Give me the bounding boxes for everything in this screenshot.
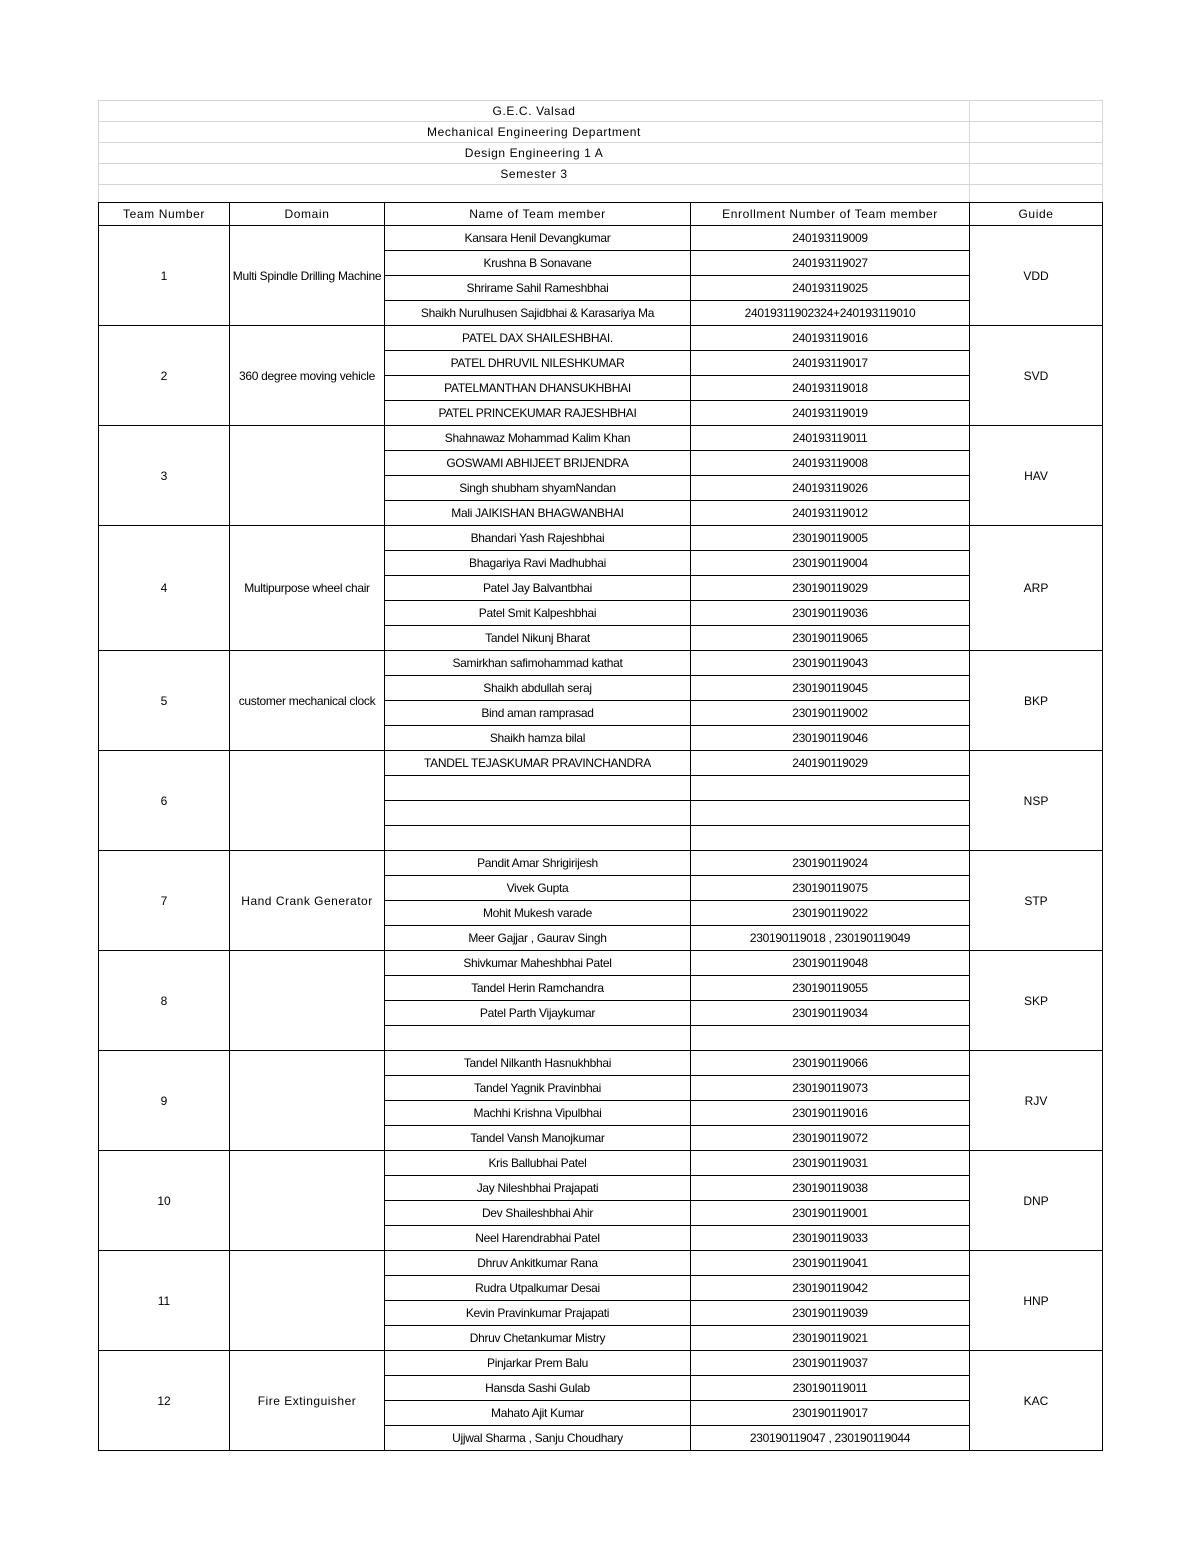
spacer-row [99, 185, 1103, 203]
guide-cell: HAV [970, 426, 1103, 526]
enrollment-number-cell: 230190119038 [691, 1176, 970, 1201]
member-name-cell: Patel Parth Vijaykumar [385, 1001, 691, 1026]
member-name-cell: Mahato Ajit Kumar [385, 1401, 691, 1426]
enrollment-number-cell: 230190119029 [691, 576, 970, 601]
guide-cell: RJV [970, 1051, 1103, 1151]
enrollment-number-cell: 230190119004 [691, 551, 970, 576]
sheet-body [99, 101, 1103, 1451]
member-name-cell: TANDEL TEJASKUMAR PRAVINCHANDRA [385, 751, 691, 776]
enrollment-number-cell: 240193119009 [691, 226, 970, 251]
enrollment-number-cell: 240193119016 [691, 326, 970, 351]
member-row [99, 1251, 1103, 1276]
title-side-cell [970, 122, 1103, 143]
member-name-cell: Tandel Nilkanth Hasnukhbhai [385, 1051, 691, 1076]
member-name-cell: Jay Nileshbhai Prajapati [385, 1176, 691, 1201]
domain-cell [230, 751, 385, 851]
enrollment-number-cell: 240193119012 [691, 501, 970, 526]
member-name-cell: Patel Jay Balvantbhai [385, 576, 691, 601]
member-name-cell: Tandel Nikunj Bharat [385, 626, 691, 651]
member-name-cell: Shivkumar Maheshbhai Patel [385, 951, 691, 976]
domain-cell [230, 1051, 385, 1151]
domain-cell: Hand Crank Generator [230, 851, 385, 951]
enrollment-number-cell: 230190119047 , 230190119044 [691, 1426, 970, 1451]
team-allocation-sheet [98, 100, 1103, 1451]
member-row [99, 426, 1103, 451]
header-guide: Guide [970, 203, 1103, 226]
header-row [99, 203, 1103, 226]
enrollment-number-cell: 230190119024 [691, 851, 970, 876]
domain-cell: Multi Spindle Drilling Machine [230, 226, 385, 326]
enrollment-number-cell: 230190119042 [691, 1276, 970, 1301]
member-name-cell: Meer Gajjar , Gaurav Singh [385, 926, 691, 951]
enrollment-number-cell: 240193119008 [691, 451, 970, 476]
member-name-cell: Kevin Pravinkumar Prajapati [385, 1301, 691, 1326]
member-name-cell: PATEL DHRUVIL NILESHKUMAR [385, 351, 691, 376]
member-name-cell: Bhagariya Ravi Madhubhai [385, 551, 691, 576]
enrollment-number-cell: 230190119022 [691, 901, 970, 926]
team-number-cell: 8 [99, 951, 230, 1051]
team-number-cell: 11 [99, 1251, 230, 1351]
guide-cell: SVD [970, 326, 1103, 426]
enrollment-number-cell: 230190119005 [691, 526, 970, 551]
team-number-cell: 7 [99, 851, 230, 951]
header-team-number: Team Number [99, 203, 230, 226]
enrollment-number-cell: 230190119001 [691, 1201, 970, 1226]
title-row [99, 164, 1103, 185]
member-name-cell: PATEL PRINCEKUMAR RAJESHBHAI [385, 401, 691, 426]
team-number-cell: 1 [99, 226, 230, 326]
domain-cell: Fire Extinguisher [230, 1351, 385, 1451]
enrollment-number-cell: 230190119066 [691, 1051, 970, 1076]
team-number-cell: 2 [99, 326, 230, 426]
member-name-cell [385, 826, 691, 851]
member-name-cell: Dhruv Ankitkumar Rana [385, 1251, 691, 1276]
member-name-cell: Shaikh Nurulhusen Sajidbhai & Karasariya Ma [385, 301, 691, 326]
guide-cell: BKP [970, 651, 1103, 751]
enrollment-number-cell [691, 801, 970, 826]
enrollment-number-cell: 240193119026 [691, 476, 970, 501]
team-number-cell: 5 [99, 651, 230, 751]
guide-cell: NSP [970, 751, 1103, 851]
member-row [99, 226, 1103, 251]
enrollment-number-cell [691, 1026, 970, 1051]
member-row [99, 1051, 1103, 1076]
member-name-cell: Tandel Yagnik Pravinbhai [385, 1076, 691, 1101]
member-name-cell: Machhi Krishna Vipulbhai [385, 1101, 691, 1126]
enrollment-number-cell: 230190119073 [691, 1076, 970, 1101]
member-name-cell: Krushna B Sonavane [385, 251, 691, 276]
member-name-cell: Neel Harendrabhai Patel [385, 1226, 691, 1251]
enrollment-number-cell: 240193119011 [691, 426, 970, 451]
enrollment-number-cell: 230190119048 [691, 951, 970, 976]
member-row [99, 326, 1103, 351]
guide-cell: HNP [970, 1251, 1103, 1351]
subject-name: Design Engineering 1 A [99, 143, 970, 164]
member-name-cell: Singh shubham shyamNandan [385, 476, 691, 501]
enrollment-number-cell: 240190119029 [691, 751, 970, 776]
member-name-cell: Mali JAIKISHAN BHAGWANBHAI [385, 501, 691, 526]
member-name-cell: Tandel Vansh Manojkumar [385, 1126, 691, 1151]
enrollment-number-cell: 230190119055 [691, 976, 970, 1001]
guide-cell: ARP [970, 526, 1103, 651]
domain-cell: 360 degree moving vehicle [230, 326, 385, 426]
title-side-cell [970, 164, 1103, 185]
member-row [99, 751, 1103, 776]
member-name-cell: Rudra Utpalkumar Desai [385, 1276, 691, 1301]
enrollment-number-cell: 230190119043 [691, 651, 970, 676]
member-name-cell: Bhandari Yash Rajeshbhai [385, 526, 691, 551]
member-name-cell: Hansda Sashi Gulab [385, 1376, 691, 1401]
member-name-cell: Kris Ballubhai Patel [385, 1151, 691, 1176]
header-domain: Domain [230, 203, 385, 226]
member-name-cell: Kansara Henil Devangkumar [385, 226, 691, 251]
member-row [99, 526, 1103, 551]
guide-cell: DNP [970, 1151, 1103, 1251]
member-name-cell: Vivek Gupta [385, 876, 691, 901]
member-name-cell: Pandit Amar Shrigirijesh [385, 851, 691, 876]
header-enrollment-number: Enrollment Number of Team member [691, 203, 970, 226]
title-side-cell [970, 101, 1103, 122]
enrollment-number-cell: 230190119017 [691, 1401, 970, 1426]
enrollment-number-cell: 230190119033 [691, 1226, 970, 1251]
domain-cell: Multipurpose wheel chair [230, 526, 385, 651]
enrollment-number-cell: 230190119031 [691, 1151, 970, 1176]
title-row [99, 122, 1103, 143]
enrollment-number-cell: 230190119065 [691, 626, 970, 651]
enrollment-number-cell [691, 776, 970, 801]
member-row [99, 951, 1103, 976]
enrollment-number-cell: 230190119036 [691, 601, 970, 626]
team-number-cell: 10 [99, 1151, 230, 1251]
member-name-cell: Bind aman ramprasad [385, 701, 691, 726]
guide-cell: SKP [970, 951, 1103, 1051]
enrollment-number-cell: 240193119025 [691, 276, 970, 301]
title-row [99, 143, 1103, 164]
member-name-cell: Tandel Herin Ramchandra [385, 976, 691, 1001]
member-name-cell: Dev Shaileshbhai Ahir [385, 1201, 691, 1226]
team-number-cell: 9 [99, 1051, 230, 1151]
team-number-cell: 3 [99, 426, 230, 526]
guide-cell: VDD [970, 226, 1103, 326]
enrollment-number-cell: 24019311902324+240193119010 [691, 301, 970, 326]
team-number-cell: 4 [99, 526, 230, 651]
enrollment-number-cell: 230190119045 [691, 676, 970, 701]
member-row [99, 1151, 1103, 1176]
enrollment-number-cell: 230190119039 [691, 1301, 970, 1326]
team-number-cell: 12 [99, 1351, 230, 1451]
member-name-cell: Samirkhan safimohammad kathat [385, 651, 691, 676]
enrollment-number-cell: 230190119075 [691, 876, 970, 901]
member-row [99, 1351, 1103, 1376]
member-name-cell [385, 1026, 691, 1051]
member-name-cell: Pinjarkar Prem Balu [385, 1351, 691, 1376]
enrollment-number-cell: 230190119072 [691, 1126, 970, 1151]
member-name-cell: GOSWAMI ABHIJEET BRIJENDRA [385, 451, 691, 476]
enrollment-number-cell: 230190119041 [691, 1251, 970, 1276]
domain-cell [230, 426, 385, 526]
enrollment-number-cell: 230190119034 [691, 1001, 970, 1026]
domain-cell [230, 951, 385, 1051]
spacer-cell [970, 185, 1103, 203]
enrollment-number-cell: 230190119037 [691, 1351, 970, 1376]
enrollment-number-cell: 240193119017 [691, 351, 970, 376]
semester-label: Semester 3 [99, 164, 970, 185]
spacer-cell [99, 185, 970, 203]
domain-cell [230, 1251, 385, 1351]
enrollment-number-cell: 230190119016 [691, 1101, 970, 1126]
member-name-cell: Shrirame Sahil Rameshbhai [385, 276, 691, 301]
enrollment-number-cell: 230190119002 [691, 701, 970, 726]
member-name-cell [385, 776, 691, 801]
member-name-cell: PATEL DAX SHAILESHBHAI. [385, 326, 691, 351]
enrollment-number-cell [691, 826, 970, 851]
team-number-cell: 6 [99, 751, 230, 851]
member-row [99, 651, 1103, 676]
member-name-cell: Dhruv Chetankumar Mistry [385, 1326, 691, 1351]
member-name-cell: Shaikh abdullah seraj [385, 676, 691, 701]
title-row [99, 101, 1103, 122]
member-name-cell: Shahnawaz Mohammad Kalim Khan [385, 426, 691, 451]
enrollment-number-cell: 230190119011 [691, 1376, 970, 1401]
member-name-cell: Shaikh hamza bilal [385, 726, 691, 751]
domain-cell: customer mechanical clock [230, 651, 385, 751]
guide-cell: KAC [970, 1351, 1103, 1451]
enrollment-number-cell: 240193119027 [691, 251, 970, 276]
header-member-name: Name of Team member [385, 203, 691, 226]
guide-cell: STP [970, 851, 1103, 951]
enrollment-number-cell: 240193119019 [691, 401, 970, 426]
member-name-cell: Mohit Mukesh varade [385, 901, 691, 926]
enrollment-number-cell: 230190119018 , 230190119049 [691, 926, 970, 951]
member-name-cell: Patel Smit Kalpeshbhai [385, 601, 691, 626]
department-name: Mechanical Engineering Department [99, 122, 970, 143]
member-name-cell: Ujjwal Sharma , Sanju Choudhary [385, 1426, 691, 1451]
member-row [99, 851, 1103, 876]
member-name-cell [385, 801, 691, 826]
enrollment-number-cell: 230190119046 [691, 726, 970, 751]
member-name-cell: PATELMANTHAN DHANSUKHBHAI [385, 376, 691, 401]
domain-cell [230, 1151, 385, 1251]
enrollment-number-cell: 230190119021 [691, 1326, 970, 1351]
title-side-cell [970, 143, 1103, 164]
college-name: G.E.C. Valsad [99, 101, 970, 122]
enrollment-number-cell: 240193119018 [691, 376, 970, 401]
